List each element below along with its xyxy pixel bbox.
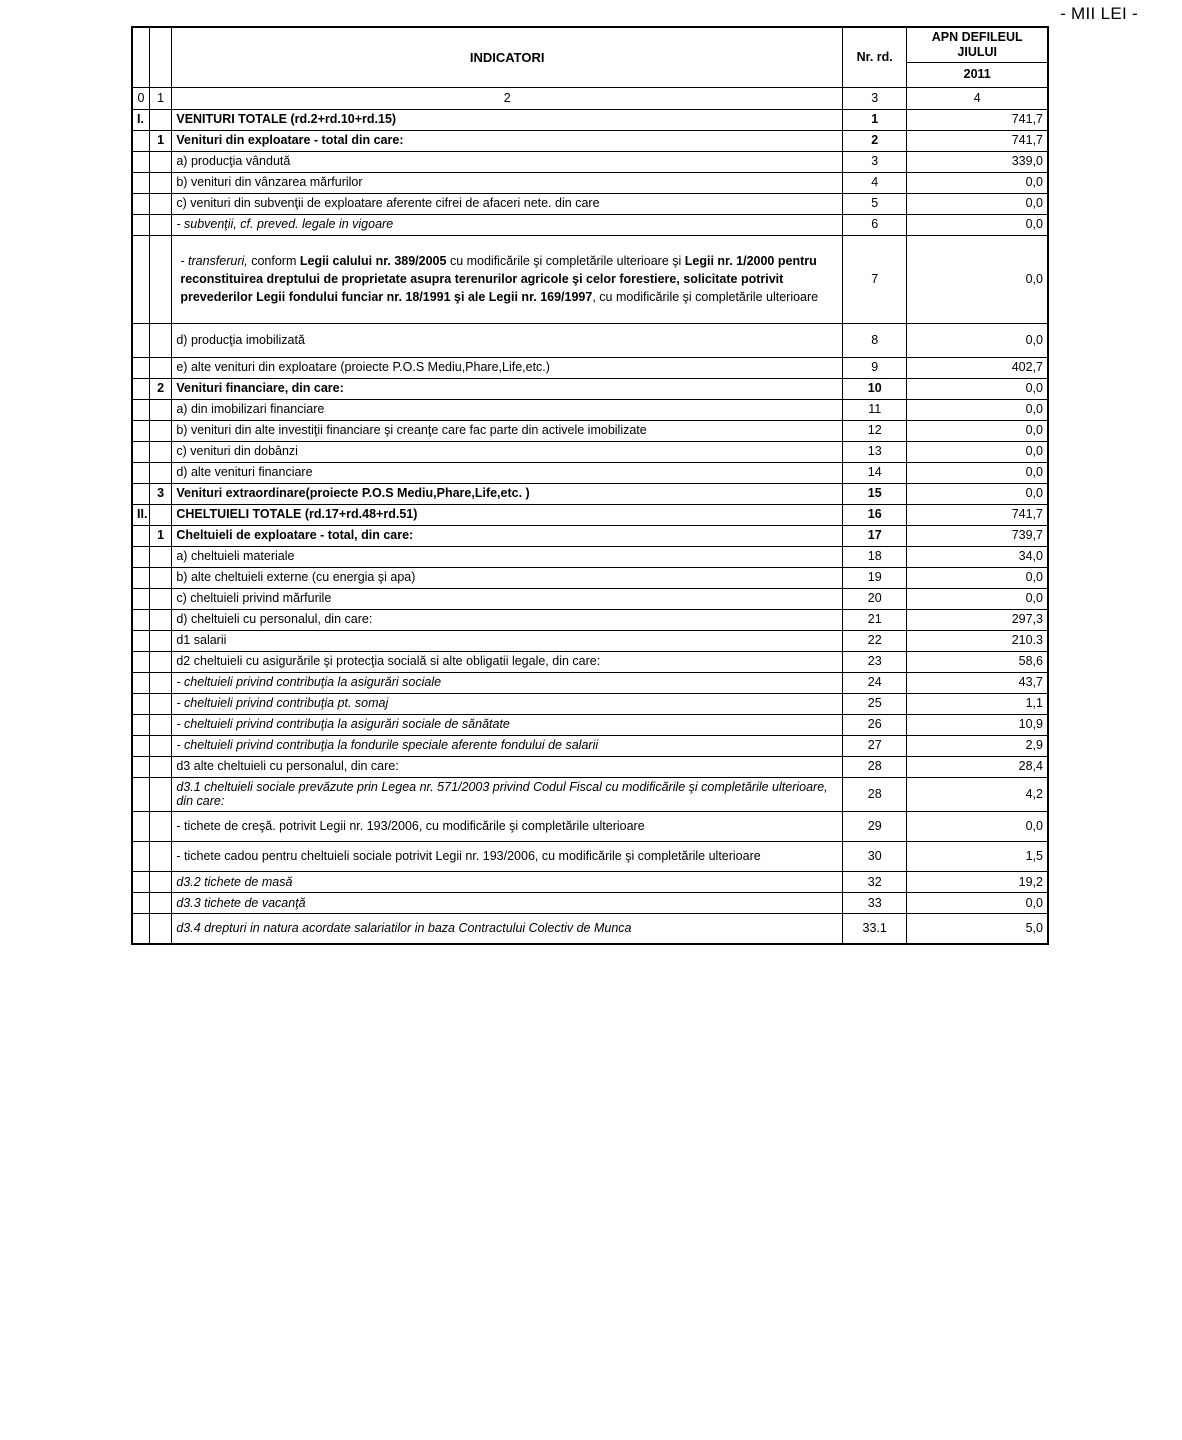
row-value: 739,7 xyxy=(907,525,1048,546)
header-nr-rd: Nr. rd. xyxy=(843,27,907,87)
row-group-index: 1 xyxy=(149,525,171,546)
colnum-1: 1 xyxy=(149,87,171,109)
row-roman-numeral xyxy=(132,323,149,357)
table-row xyxy=(132,756,1048,777)
row-value: 0,0 xyxy=(907,462,1048,483)
row-indicator-label: - subvenţii, cf. preved. legale in vigoare xyxy=(172,214,843,235)
row-value: 1,1 xyxy=(907,693,1048,714)
table-row xyxy=(132,172,1048,193)
table-row xyxy=(132,525,1048,546)
colnum-2: 2 xyxy=(172,87,843,109)
table-row xyxy=(132,714,1048,735)
row-number: 19 xyxy=(843,567,907,588)
row-group-index xyxy=(149,546,171,567)
row-indicator-label: VENITURI TOTALE (rd.2+rd.10+rd.15) xyxy=(172,109,843,130)
row-roman-numeral xyxy=(132,172,149,193)
row-group-index: 3 xyxy=(149,483,171,504)
row-group-index xyxy=(149,777,171,812)
row-group-index xyxy=(149,756,171,777)
row-value: 2,9 xyxy=(907,735,1048,756)
row-indicator-label: d3.4 drepturi in natura acordate salariatilor in baza Contractului Colectiv de Munca xyxy=(172,914,843,944)
row-roman-numeral xyxy=(132,378,149,399)
row-roman-numeral xyxy=(132,399,149,420)
table-row xyxy=(132,546,1048,567)
row-indicator-label: d) alte venituri financiare xyxy=(172,462,843,483)
row-group-index xyxy=(149,914,171,944)
transferuri-part-6: , cu modificările şi completările ulterioare xyxy=(592,290,819,305)
row-number: 14 xyxy=(843,462,907,483)
row-number: 4 xyxy=(843,172,907,193)
row-value: 0,0 xyxy=(907,441,1048,462)
row-value: 19,2 xyxy=(907,872,1048,893)
unit-label: - MII LEI - xyxy=(1060,4,1138,23)
row-roman-numeral xyxy=(132,914,149,944)
row-group-index xyxy=(149,842,171,872)
table-row xyxy=(132,914,1048,944)
row-number: 33 xyxy=(843,893,907,914)
row-value: 0,0 xyxy=(907,214,1048,235)
row-number: 17 xyxy=(843,525,907,546)
table-row xyxy=(132,893,1048,914)
row-group-index xyxy=(149,693,171,714)
row-value: 1,5 xyxy=(907,842,1048,872)
row-roman-numeral xyxy=(132,735,149,756)
row-number: 3 xyxy=(843,151,907,172)
table-row xyxy=(132,441,1048,462)
row-roman-numeral: I. xyxy=(132,109,149,130)
row-group-index xyxy=(149,441,171,462)
row-value: 210.3 xyxy=(907,630,1048,651)
row-value: 58,6 xyxy=(907,651,1048,672)
row-group-index xyxy=(149,151,171,172)
row-value: 0,0 xyxy=(907,812,1048,842)
table-row xyxy=(132,609,1048,630)
financial-table xyxy=(131,26,1049,945)
header-apn: APN DEFILEUL JIULUI xyxy=(907,27,1048,62)
table-row xyxy=(132,130,1048,151)
row-group-index xyxy=(149,588,171,609)
row-number: 2 xyxy=(843,130,907,151)
row-group-index xyxy=(149,567,171,588)
table-row xyxy=(132,151,1048,172)
table-row xyxy=(132,651,1048,672)
transferuri-part-3: Legii calului nr. 389/2005 xyxy=(299,253,447,268)
row-indicator-label: d) producţia imobilizată xyxy=(172,323,843,357)
transferuri-part-5: Legii nr. 1/2000 pentru reconstituirea dreptului de proprietate asupra terenurilor agricole şi celor forestiere, solicitate potrivit prevederilor Legii fondului funciar nr. 18/1991 şi ale Legii nr. 169/1997 xyxy=(180,253,817,305)
row-value: 4,2 xyxy=(907,777,1048,812)
row-value: 0,0 xyxy=(907,193,1048,214)
table-row xyxy=(132,235,1048,323)
row-roman-numeral xyxy=(132,235,149,323)
row-number: 16 xyxy=(843,504,907,525)
row-roman-numeral xyxy=(132,872,149,893)
row-roman-numeral xyxy=(132,483,149,504)
row-group-index xyxy=(149,214,171,235)
row-group-index xyxy=(149,172,171,193)
column-number-row xyxy=(132,87,1048,109)
row-number: 6 xyxy=(843,214,907,235)
row-number: 24 xyxy=(843,672,907,693)
row-value: 0,0 xyxy=(907,235,1048,323)
table-row xyxy=(132,872,1048,893)
row-value: 5,0 xyxy=(907,914,1048,944)
row-indicator-label: Venituri extraordinare(proiecte P.O.S Mediu,Phare,Life,etc. ) xyxy=(172,483,843,504)
row-group-index xyxy=(149,735,171,756)
row-indicator-label: d3.2 tichete de masă xyxy=(172,872,843,893)
row-roman-numeral xyxy=(132,214,149,235)
row-indicator-label: - tichete de creşă. potrivit Legii nr. 193/2006, cu modificările şi completările ulterioare xyxy=(172,812,843,842)
header-indicatori: INDICATORI xyxy=(172,27,843,87)
row-roman-numeral xyxy=(132,842,149,872)
row-indicator-label: Cheltuieli de exploatare - total, din care: xyxy=(172,525,843,546)
row-roman-numeral xyxy=(132,672,149,693)
row-number: 32 xyxy=(843,872,907,893)
row-group-index: 2 xyxy=(149,378,171,399)
row-number: 9 xyxy=(843,357,907,378)
table-row xyxy=(132,109,1048,130)
row-indicator-label: d) cheltuieli cu personalul, din care: xyxy=(172,609,843,630)
row-group-index xyxy=(149,235,171,323)
row-roman-numeral xyxy=(132,630,149,651)
row-indicator-label: c) cheltuieli privind mărfurile xyxy=(172,588,843,609)
row-number: 18 xyxy=(843,546,907,567)
row-number: 23 xyxy=(843,651,907,672)
table-row xyxy=(132,378,1048,399)
row-group-index xyxy=(149,651,171,672)
row-value: 741,7 xyxy=(907,109,1048,130)
table-row xyxy=(132,462,1048,483)
row-group-index xyxy=(149,193,171,214)
row-roman-numeral xyxy=(132,588,149,609)
row-indicator-label: a) producţia vândută xyxy=(172,151,843,172)
colnum-0: 0 xyxy=(132,87,149,109)
table-row xyxy=(132,214,1048,235)
row-indicator-label: - cheltuieli privind contribuţia la fondurile speciale aferente fondului de salarii xyxy=(172,735,843,756)
table-row xyxy=(132,193,1048,214)
row-value: 0,0 xyxy=(907,399,1048,420)
row-roman-numeral xyxy=(132,525,149,546)
row-number: 27 xyxy=(843,735,907,756)
row-roman-numeral xyxy=(132,420,149,441)
row-number: 28 xyxy=(843,777,907,812)
row-value: 339,0 xyxy=(907,151,1048,172)
row-group-index xyxy=(149,399,171,420)
row-indicator-label: - cheltuieli privind contribuţia pt. somaj xyxy=(172,693,843,714)
row-group-index xyxy=(149,714,171,735)
row-number: 30 xyxy=(843,842,907,872)
row-value: 0,0 xyxy=(907,378,1048,399)
row-roman-numeral xyxy=(132,567,149,588)
row-number: 13 xyxy=(843,441,907,462)
transferuri-part-2: conform xyxy=(247,253,300,268)
header-cell-blank-0 xyxy=(132,27,149,87)
row-group-index xyxy=(149,357,171,378)
row-value: 297,3 xyxy=(907,609,1048,630)
row-value: 10,9 xyxy=(907,714,1048,735)
row-indicator-label: CHELTUIELI TOTALE (rd.17+rd.48+rd.51) xyxy=(172,504,843,525)
row-group-index xyxy=(149,504,171,525)
table-row xyxy=(132,672,1048,693)
row-roman-numeral xyxy=(132,651,149,672)
row-number: 22 xyxy=(843,630,907,651)
row-indicator-label: e) alte venituri din exploatare (proiecte P.O.S Mediu,Phare,Life,etc.) xyxy=(172,357,843,378)
row-number: 11 xyxy=(843,399,907,420)
row-value: 741,7 xyxy=(907,504,1048,525)
row-roman-numeral xyxy=(132,756,149,777)
row-number: 8 xyxy=(843,323,907,357)
row-number: 29 xyxy=(843,812,907,842)
row-number: 20 xyxy=(843,588,907,609)
row-indicator-label: b) venituri din vânzarea mărfurilor xyxy=(172,172,843,193)
row-group-index xyxy=(149,609,171,630)
row-number: 26 xyxy=(843,714,907,735)
row-value: 34,0 xyxy=(907,546,1048,567)
table-row xyxy=(132,693,1048,714)
row-value: 0,0 xyxy=(907,323,1048,357)
row-number: 21 xyxy=(843,609,907,630)
row-value: 43,7 xyxy=(907,672,1048,693)
row-number: 10 xyxy=(843,378,907,399)
header-year: 2011 xyxy=(907,62,1048,87)
row-group-index xyxy=(149,109,171,130)
table-row xyxy=(132,420,1048,441)
table-row xyxy=(132,357,1048,378)
row-indicator-label: - cheltuieli privind contribuţia la asigurări sociale de sănătate xyxy=(172,714,843,735)
row-value: 0,0 xyxy=(907,172,1048,193)
colnum-4: 4 xyxy=(907,87,1048,109)
row-value: 28,4 xyxy=(907,756,1048,777)
colnum-3: 3 xyxy=(843,87,907,109)
row-number: 25 xyxy=(843,693,907,714)
row-indicator-label: Venituri din exploatare - total din care: xyxy=(172,130,843,151)
table-row xyxy=(132,567,1048,588)
row-roman-numeral xyxy=(132,130,149,151)
table-row xyxy=(132,735,1048,756)
row-number: 28 xyxy=(843,756,907,777)
row-value: 741,7 xyxy=(907,130,1048,151)
row-indicator-label: b) alte cheltuieli externe (cu energia şi apa) xyxy=(172,567,843,588)
transferuri-part-1: - transferuri, xyxy=(180,253,248,268)
table-row xyxy=(132,483,1048,504)
table-row xyxy=(132,777,1048,812)
table-row xyxy=(132,504,1048,525)
row-group-index xyxy=(149,323,171,357)
row-indicator-label: a) cheltuieli materiale xyxy=(172,546,843,567)
table-header-row xyxy=(132,27,1048,62)
row-number: 12 xyxy=(843,420,907,441)
row-group-index xyxy=(149,812,171,842)
row-group-index: 1 xyxy=(149,130,171,151)
row-number: 33.1 xyxy=(843,914,907,944)
row-number: 15 xyxy=(843,483,907,504)
row-indicator-label: b) venituri din alte investiţii financiare şi creanţe care fac parte din activele imobilizate xyxy=(172,420,843,441)
row-group-index xyxy=(149,462,171,483)
row-number: 5 xyxy=(843,193,907,214)
row-roman-numeral xyxy=(132,693,149,714)
row-indicator-label: c) venituri din dobânzi xyxy=(172,441,843,462)
row-roman-numeral xyxy=(132,357,149,378)
transferuri-part-4: cu modificările şi completările ulterioare şi xyxy=(446,253,685,268)
row-value: 0,0 xyxy=(907,420,1048,441)
table-row xyxy=(132,323,1048,357)
row-indicator-label: c) venituri din subvenţii de exploatare aferente cifrei de afaceri nete. din care xyxy=(172,193,843,214)
row-indicator-label: Venituri financiare, din care: xyxy=(172,378,843,399)
row-indicator-label: a) din imobilizari financiare xyxy=(172,399,843,420)
row-indicator-label: d3.3 tichete de vacanţă xyxy=(172,893,843,914)
row-group-index xyxy=(149,893,171,914)
table-row xyxy=(132,812,1048,842)
row-indicator-label: - cheltuieli privind contribuţia la asigurări sociale xyxy=(172,672,843,693)
header-cell-blank-1 xyxy=(149,27,171,87)
row-value: 0,0 xyxy=(907,567,1048,588)
row-value: 402,7 xyxy=(907,357,1048,378)
row-value: 0,0 xyxy=(907,893,1048,914)
row-indicator-label: d1 salarii xyxy=(172,630,843,651)
row-group-index xyxy=(149,420,171,441)
row-group-index xyxy=(149,872,171,893)
row-indicator-label: d3.1 cheltuieli sociale prevăzute prin Legea nr. 571/2003 privind Codul Fiscal cu modificările şi completările ulterioare, din care: xyxy=(172,777,843,812)
table-row xyxy=(132,630,1048,651)
row-roman-numeral xyxy=(132,777,149,812)
row-roman-numeral xyxy=(132,546,149,567)
row-roman-numeral xyxy=(132,812,149,842)
table-row xyxy=(132,842,1048,872)
row-roman-numeral xyxy=(132,151,149,172)
row-group-index xyxy=(149,630,171,651)
row-indicator-label xyxy=(172,235,843,323)
row-roman-numeral xyxy=(132,714,149,735)
row-value: 0,0 xyxy=(907,588,1048,609)
row-value: 0,0 xyxy=(907,483,1048,504)
row-number: 1 xyxy=(843,109,907,130)
table-row xyxy=(132,399,1048,420)
row-indicator-label: - tichete cadou pentru cheltuieli sociale potrivit Legii nr. 193/2006, cu modificările şi completările ulterioare xyxy=(172,842,843,872)
row-roman-numeral xyxy=(132,193,149,214)
row-number: 7 xyxy=(843,235,907,323)
row-group-index xyxy=(149,672,171,693)
row-roman-numeral xyxy=(132,462,149,483)
row-roman-numeral xyxy=(132,609,149,630)
row-roman-numeral: II. xyxy=(132,504,149,525)
row-indicator-label: d2 cheltuieli cu asigurările şi protecţia socială si alte obligatii legale, din care: xyxy=(172,651,843,672)
row-roman-numeral xyxy=(132,893,149,914)
table-row xyxy=(132,588,1048,609)
row-indicator-label: d3 alte cheltuieli cu personalul, din care: xyxy=(172,756,843,777)
row-roman-numeral xyxy=(132,441,149,462)
